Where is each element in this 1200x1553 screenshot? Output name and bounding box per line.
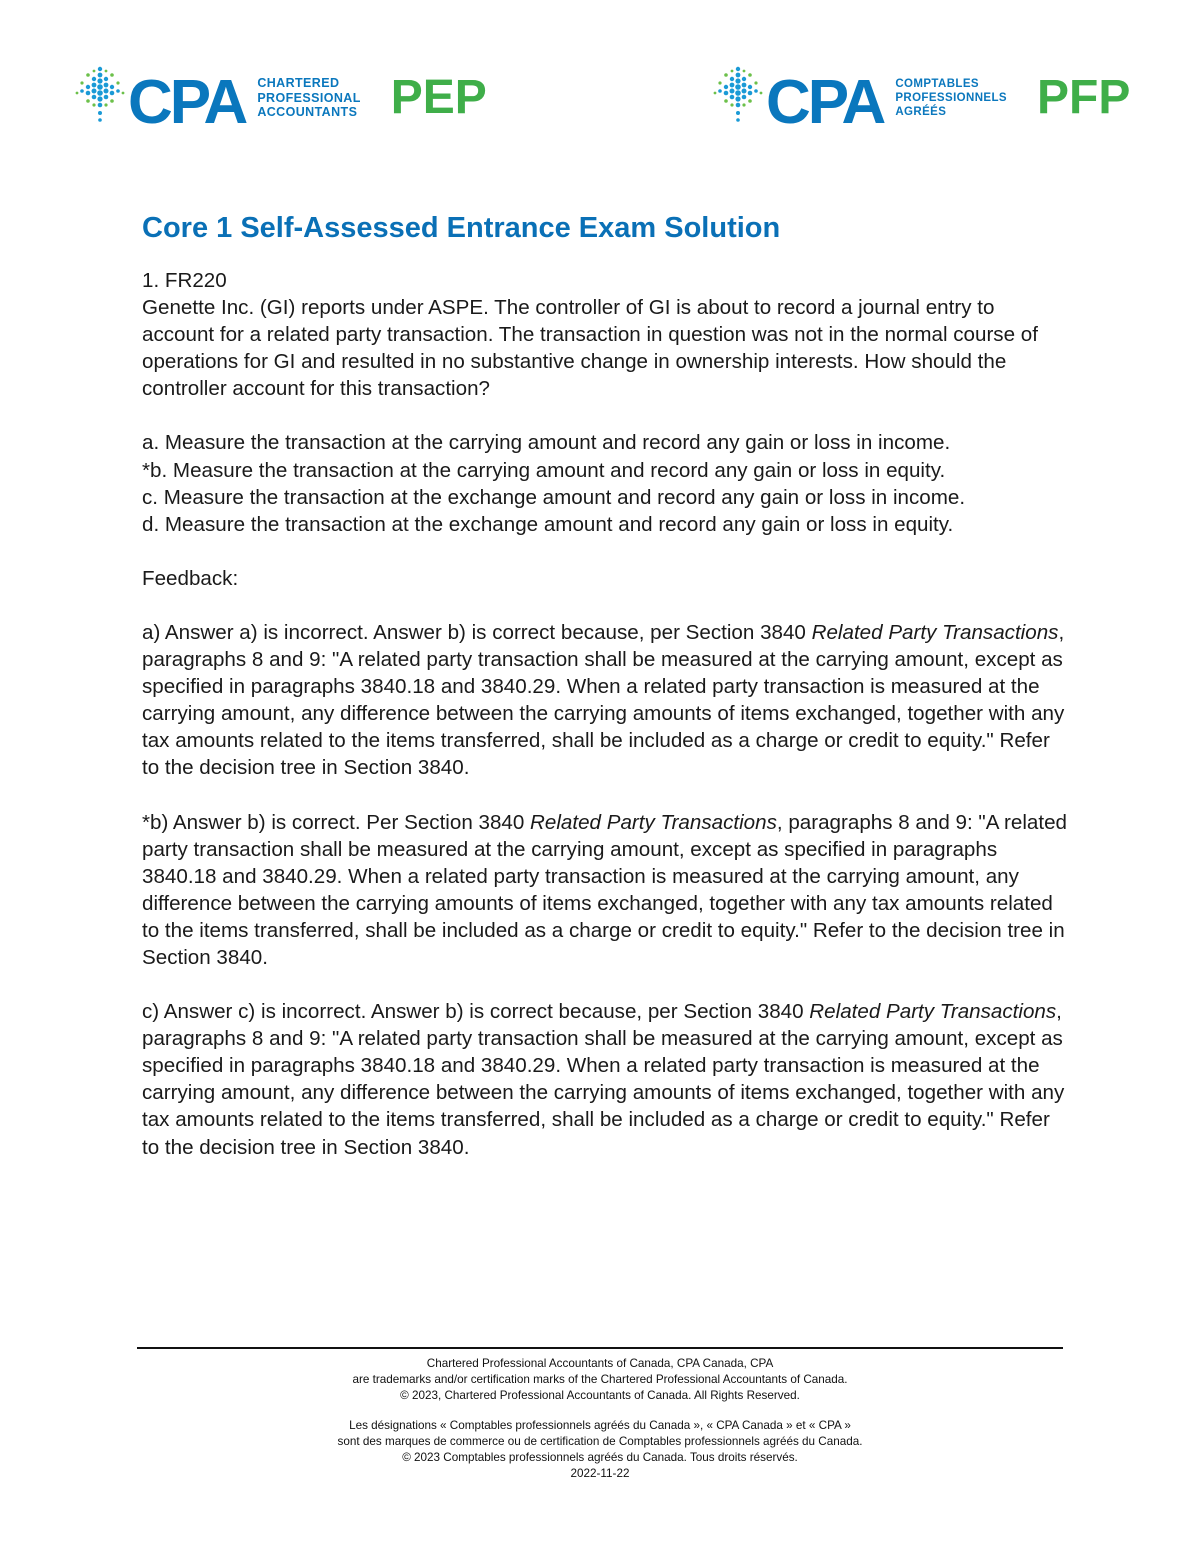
- answer-option-a: a. Measure the transaction at the carrying amount and record any gain or loss in income.: [142, 431, 951, 455]
- feedback-rest: , paragraphs 8 and 9: "A related party transaction shall be measured at the carrying amount, except as specified in paragraphs 3840.18 and 3840.29. When a related party transaction is measured at the carrying amount, any difference between the carrying amounts of items exchanged, together with any tax amounts related to the items transferred, shall be included as a charge or credit to equity." Refer to the decision tree in Section 3840.: [142, 810, 1067, 969]
- descriptor-line: COMPTABLES: [895, 78, 979, 90]
- feedback-lead: a) Answer a) is incorrect. Answer b) is correct because, per Section 3840: [142, 620, 812, 644]
- feedback-a: [142, 619, 1067, 782]
- maple-leaf-dots-icon: [712, 63, 764, 129]
- program-label: PEP: [390, 70, 487, 124]
- document-body: [142, 212, 1067, 1161]
- footer-line: Chartered Professional Accountants of Canada, CPA Canada, CPA: [426, 1357, 774, 1370]
- descriptor-line: PROFESSIONNELS: [895, 92, 1007, 104]
- program-label: PFP: [1036, 70, 1131, 124]
- cpa-wordmark: CPA: [128, 68, 246, 137]
- standard-title: Related Party Transactions: [809, 1000, 1057, 1024]
- page-title: Core 1 Self-Assessed Entrance Exam Solution: [142, 212, 781, 244]
- footer-line: © 2023 Comptables professionnels agréés du Canada. Tous droits réservés.: [402, 1451, 798, 1464]
- answer-option-d: d. Measure the transaction at the exchange amount and record any gain or loss in equity.: [142, 512, 954, 536]
- footer-line: Les désignations « Comptables professionnels agréés du Canada », « CPA Canada » et « CPA »: [349, 1419, 851, 1432]
- feedback-b: [142, 809, 1067, 972]
- answer-option-c: c. Measure the transaction at the exchange amount and record any gain or loss in income.: [142, 485, 966, 509]
- standard-title: Related Party Transactions: [811, 620, 1059, 644]
- cpa-descriptor: [257, 76, 360, 120]
- footer-line: are trademarks and/or certification marks of the Chartered Professional Accountants of Canada.: [352, 1373, 848, 1386]
- cpa-logo-french: [712, 54, 1130, 138]
- feedback-c: [142, 998, 1067, 1161]
- descriptor-line: CHARTERED: [257, 76, 340, 91]
- descriptor-line: AGRÉÉS: [895, 106, 947, 118]
- cpa-logo-english: [74, 54, 487, 138]
- maple-leaf-dots-icon: [74, 63, 126, 129]
- answer-option-b: *b. Measure the transaction at the carrying amount and record any gain or loss in equity.: [142, 458, 946, 482]
- footer-line: © 2023, Chartered Professional Accountants of Canada. All Rights Reserved.: [400, 1389, 800, 1402]
- cpa-wordmark: CPA: [766, 68, 884, 137]
- question-number: 1. FR220: [142, 269, 227, 292]
- footer-line: sont des marques de commerce ou de certification de Comptables professionnels agréés du Canada.: [337, 1435, 863, 1448]
- feedback-lead: *b) Answer b) is correct. Per Section 3840: [142, 810, 531, 834]
- descriptor-line: ACCOUNTANTS: [257, 105, 358, 120]
- question-text: Genette Inc. (GI) reports under ASPE. The controller of GI is about to record a journal entry to account for a related party transaction. The transaction in question was not in the normal course of operations for GI and resulted in no substantive change in ownership interests. How should the controller account for this transaction?: [142, 296, 1038, 401]
- descriptor-line: PROFESSIONAL: [257, 90, 361, 105]
- feedback-rest: , paragraphs 8 and 9: "A related party transaction shall be measured at the carrying amount, except as specified in paragraphs 3840.18 and 3840.29. When a related party transaction is measured at the carrying amount, any difference between the carrying amounts of items exchanged, together with any tax amounts related to the items transferred, shall be included as a charge or credit to equity." Refer to the decision tree in Section 3840.: [142, 620, 1065, 780]
- feedback-label: Feedback:: [142, 566, 239, 590]
- standard-title: Related Party Transactions: [530, 810, 777, 834]
- cpa-descriptor: [895, 77, 1007, 119]
- footer-divider: [137, 1347, 1063, 1349]
- footer: [137, 1356, 1063, 1482]
- feedback-lead: c) Answer c) is incorrect. Answer b) is correct because, per Section 3840: [142, 1000, 810, 1024]
- feedback-rest: , paragraphs 8 and 9: "A related party transaction shall be measured at the carrying amount, except as specified in paragraphs 3840.18 and 3840.29. When a related party transaction is measured at the carrying amount, any difference between the carrying amounts of items exchanged, together with any tax amounts related to the items transferred, shall be included as a charge or credit to equity." Refer to the decision tree in Section 3840.: [142, 1000, 1065, 1159]
- footer-date: 2022-11-22: [570, 1467, 630, 1480]
